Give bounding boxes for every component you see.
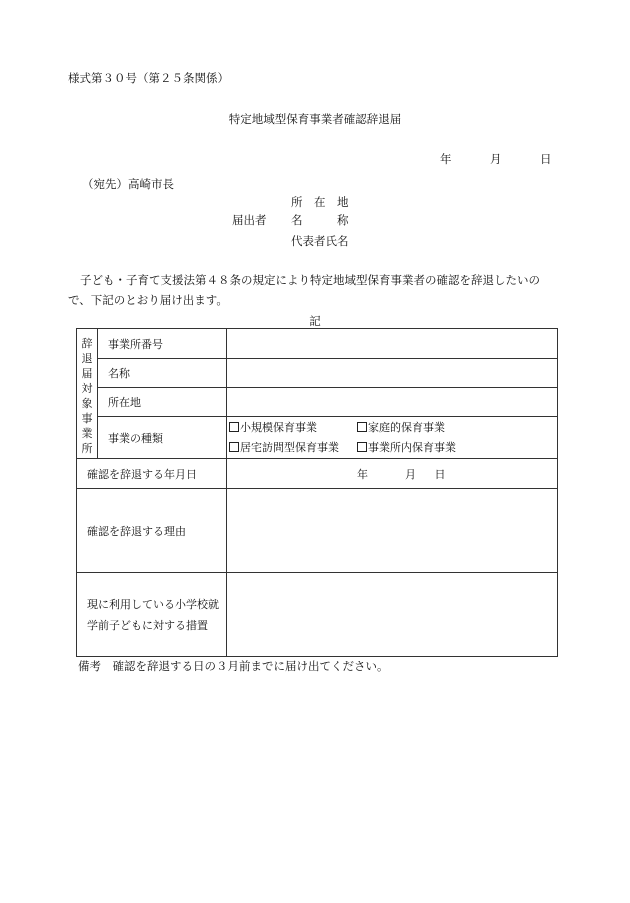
ki-heading: 記	[309, 314, 321, 328]
checkbox-icon	[357, 422, 367, 432]
facility-location-field[interactable]	[227, 388, 558, 417]
facility-location-label: 所在地	[98, 388, 227, 417]
facility-number-label: 事業所番号	[98, 329, 227, 359]
child-measures-field[interactable]	[227, 573, 558, 657]
checkbox-icon	[357, 442, 367, 452]
applicant-representative-label: 代表者氏名	[291, 234, 349, 248]
checkbox-icon	[229, 422, 239, 432]
business-type-options	[227, 417, 558, 459]
submission-date-line	[440, 151, 552, 167]
body-text: 子ども・子育て支援法第４８条の規定により特定地域型保育事業者の確認を辞退したいので、下記のとおり届け出ます。	[68, 273, 540, 307]
target-facility-group-label: 辞 退 届 対 象 事 業 所	[77, 329, 98, 459]
applicant-address-label: 所 在 地	[291, 195, 349, 209]
withdrawal-form-table	[76, 328, 558, 657]
type-option-small-scale[interactable]: 小規模保育事業	[229, 418, 357, 438]
form-number: 様式第３０号（第２５条関係）	[68, 71, 229, 85]
date-year-label: 年	[440, 152, 452, 166]
facility-name-label: 名称	[98, 359, 227, 388]
withdrawal-date-year: 年	[357, 467, 368, 481]
applicant-label: 届出者	[232, 213, 267, 227]
addressee: （宛先）高崎市長	[82, 177, 174, 191]
page-title: 特定地域型保育事業者確認辞退届	[228, 112, 402, 126]
date-month-label: 月	[490, 152, 502, 166]
facility-number-field[interactable]	[227, 329, 558, 359]
business-type-label: 事業の種類	[98, 417, 227, 459]
withdrawal-date-field[interactable]	[227, 459, 558, 489]
type-option-home-based[interactable]: 家庭的保育事業	[357, 418, 445, 438]
checkbox-icon	[229, 442, 239, 452]
date-day-label: 日	[540, 152, 552, 166]
type-option-visiting[interactable]: 居宅訪問型保育事業	[229, 438, 357, 458]
withdrawal-reason-label: 確認を辞退する理由	[77, 489, 227, 573]
type-option-in-office[interactable]: 事業所内保育事業	[357, 438, 456, 458]
withdrawal-date-day: 日	[434, 467, 446, 481]
withdrawal-reason-field[interactable]	[227, 489, 558, 573]
withdrawal-date-month: 月	[405, 467, 416, 481]
facility-name-field[interactable]	[227, 359, 558, 388]
child-measures-label: 現に利用している小学校就学前子どもに対する措置	[77, 573, 227, 657]
applicant-name-label: 名 称	[291, 213, 349, 227]
withdrawal-date-label: 確認を辞退する年月日	[77, 459, 227, 489]
remarks-note: 備考 確認を辞退する日の３月前までに届け出てください。	[78, 659, 389, 673]
